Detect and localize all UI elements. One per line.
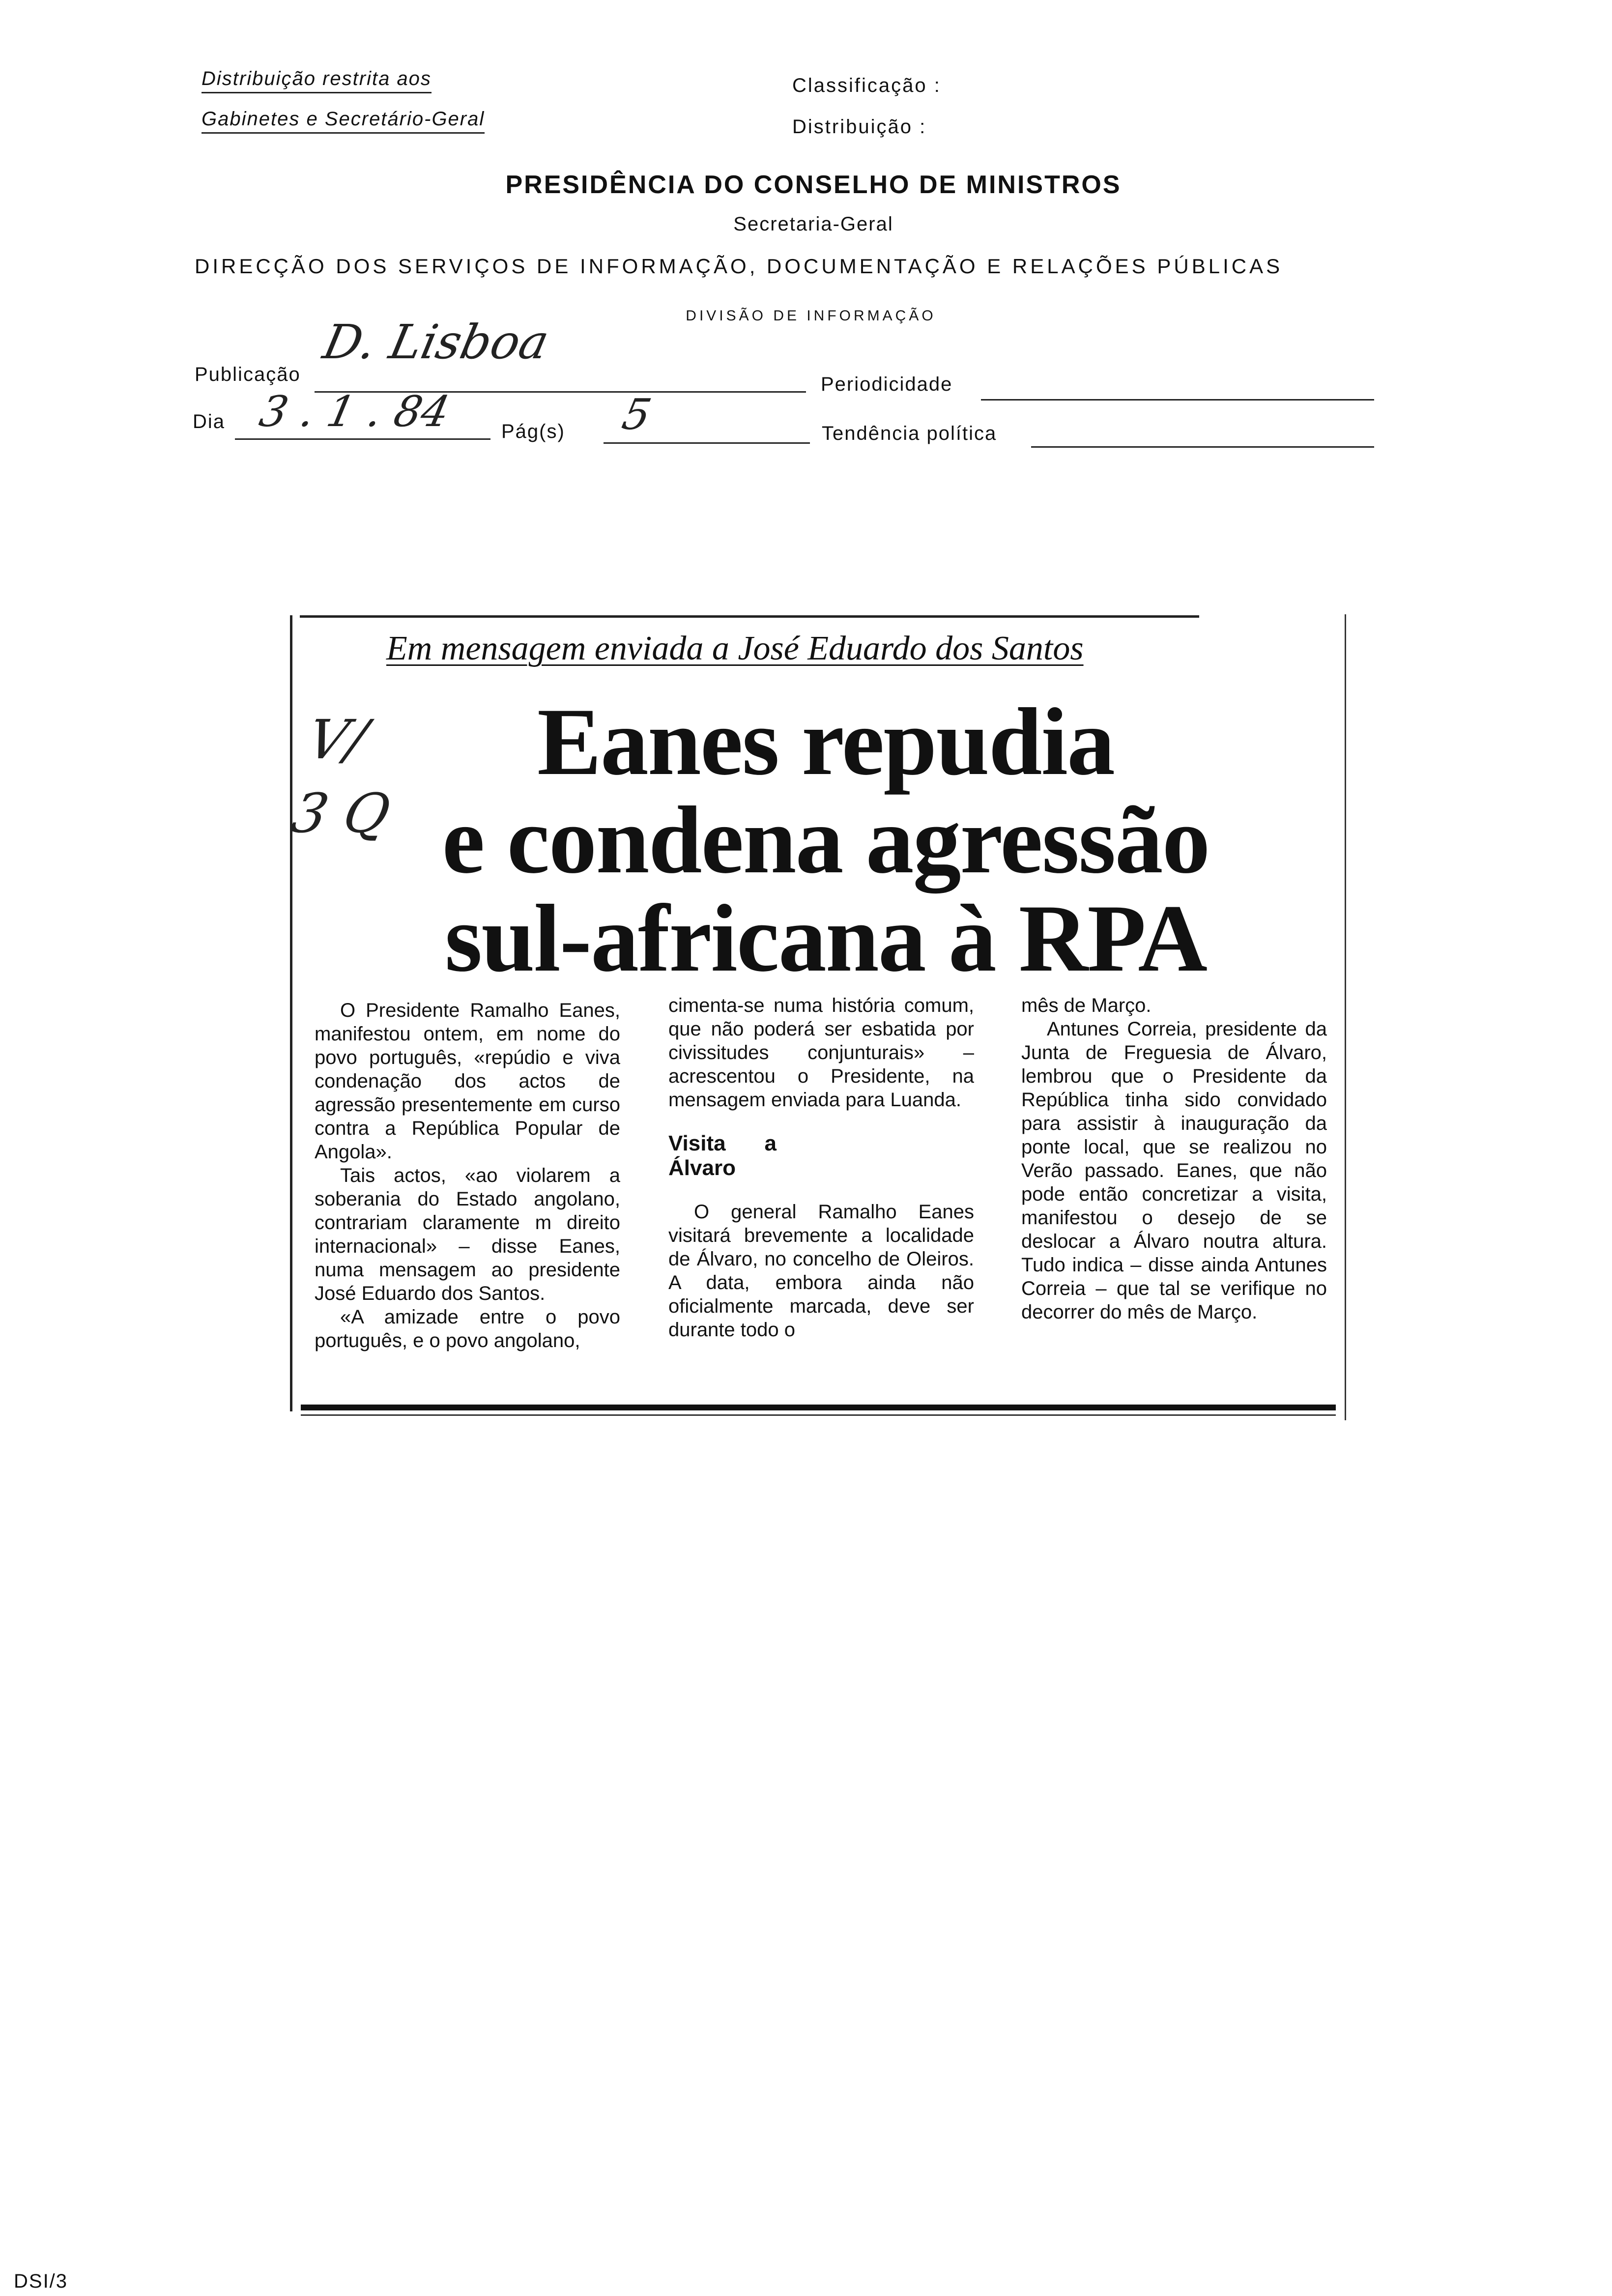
org-direction: DIRECÇÃO DOS SERVIÇOS DE INFORMAÇÃO, DOCUMENTAÇÃO E RELAÇÕES PÚBLICAS [195, 255, 1283, 278]
clipping-bottom-rule [301, 1405, 1336, 1410]
article-column-2 [668, 994, 974, 1342]
headline-line2: e condena agressão [442, 787, 1209, 893]
article-column-3 [1021, 994, 1327, 1324]
org-division: DIVISÃO DE INFORMAÇÃO [686, 308, 936, 324]
column-2-paragraph-1: cimenta-se numa história comum, que não poderá ser esbatida por civissitudes conjunturais» – acrescentou o Presidente, na mensagem enviada para Luanda. [668, 995, 974, 1111]
pages-rule [604, 442, 810, 444]
distribution-note-line1: Distribuição restrita aos [202, 68, 432, 93]
periodicity-label: Periodicidade [821, 373, 953, 395]
org-secretariat: Secretaria-Geral [733, 213, 893, 235]
pages-label: Pág(s) [501, 421, 565, 442]
tendency-label: Tendência política [822, 423, 997, 444]
day-value: 3 . 1 . 84 [255, 387, 454, 436]
day-label: Dia [193, 411, 226, 432]
classification-label: Classificação : [792, 75, 941, 96]
periodicity-rule [981, 399, 1374, 401]
column-1-paragraph-3: «A amizade entre o povo português, e o povo angolano, [315, 1306, 620, 1351]
margin-annotation: V/ 3 Q [286, 708, 396, 845]
clipping-kicker: Em mensagem enviada a José Eduardo dos Santos [386, 630, 1084, 667]
publication-value: D. Lisboa [318, 315, 554, 370]
tendency-rule [1031, 446, 1374, 448]
clipping-left-border [290, 615, 292, 1411]
column-1-paragraph-2: Tais actos, «ao violarem a soberania do Estado angolano, contrariam claramente m direito internacional» – disse Eanes, numa mensagem ao presidente José Eduardo dos Santos. [315, 1165, 620, 1304]
distribution-note-line2: Gabinetes e Secretário-Geral [202, 108, 485, 134]
distribution-note [202, 68, 546, 134]
pages-value: 5 [618, 390, 656, 439]
headline [423, 689, 1229, 992]
org-title: PRESIDÊNCIA DO CONSELHO DE MINISTROS [505, 171, 1122, 199]
headline-line3: sul-africana à RPA [445, 885, 1207, 992]
clipping-bottom-hairline [301, 1414, 1336, 1416]
article-column-1 [315, 999, 620, 1352]
clipping-top-rule [300, 615, 1199, 618]
headline-line1: Eanes repudia [537, 689, 1114, 795]
clipping-right-border [1345, 614, 1346, 1420]
column-3-paragraph-2: Antunes Correia, presidente da Junta de Freguesia de Álvaro, lembrou que o Presidente da República tinha sido convidado para assistir à inauguração da ponte local, que se realizou no Verão passado. Eanes, que não pode então concretizar a visita, manifestou o desejo de se deslocar a Álvaro noutra altura. Tudo indica – disse ainda Antunes Correia – que tal se verifique no decorrer do mês de Março. [1021, 1018, 1327, 1323]
column-3-paragraph-1: mês de Março. [1021, 995, 1151, 1016]
form-code: DSI/3 [14, 2270, 68, 2292]
column-2-paragraph-2: O general Ramalho Eanes visitará brevemente a localidade de Álvaro, no concelho de Oleiros. A data, embora ainda não oficialmente marcada, deve ser durante todo o [668, 1201, 974, 1341]
column-2-subhead: Visita a Álvaro [668, 1131, 777, 1180]
distribution-label: Distribuição : [792, 116, 927, 138]
publication-label: Publicação [195, 364, 301, 385]
day-rule [235, 438, 490, 440]
column-1-paragraph-1: O Presidente Ramalho Eanes, manifestou ontem, em nome do povo português, «repúdio e viva condenação dos actos de agressão presentemente em curso contra a República Popular de Angola». [315, 1000, 620, 1163]
